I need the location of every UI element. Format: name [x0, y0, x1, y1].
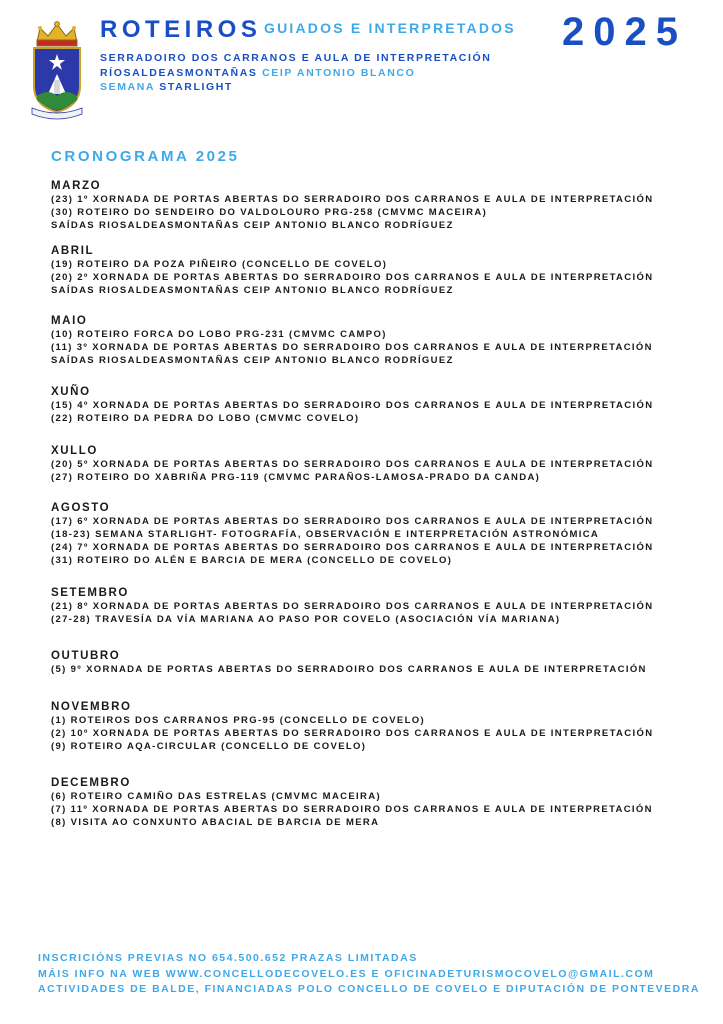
month-section-novembro — [51, 700, 711, 753]
header-line-1: SERRADOIRO DOS CARRANOS E AULA DE INTERPRETACIÓN — [100, 52, 492, 64]
event-entry: (22) ROTEIRO DA PEDRA DO LOBO (CMVMC COVELO) — [51, 413, 360, 424]
month-name: MAIO — [51, 315, 88, 327]
month-section-xuno — [51, 385, 711, 425]
registration-info: INSCRICIÓNS PREVIAS NO 654.500.652 PRAZAS LIMITADAS — [38, 952, 418, 964]
event-entry: (10) ROTEIRO FORCA DO LOBO PRG-231 (CMVMC CAMPO) — [51, 329, 387, 340]
event-entry: SAÍDAS RIOSALDEASMONTAÑAS CEIP ANTONIO BLANCO RODRÍGUEZ — [51, 355, 454, 366]
event-entry: (31) ROTEIRO DO ALÉN E BARCIA DE MERA (CONCELLO DE COVELO) — [51, 555, 453, 566]
footer-info — [38, 951, 718, 998]
year-label: 2025 — [562, 10, 687, 54]
header-line-3 — [100, 80, 233, 94]
event-entry: (23) 1º XORNADA DE PORTAS ABERTAS DO SERRADOIRO DOS CARRANOS E AULA DE INTERPRETACIÓN — [51, 194, 654, 205]
event-entry: (15) 4º XORNADA DE PORTAS ABERTAS DO SERRADOIRO DOS CARRANOS E AULA DE INTERPRETACIÓN — [51, 400, 654, 411]
page-subtitle: GUIADOS E INTERPRETADOS — [264, 20, 516, 36]
month-name: SETEMBRO — [51, 587, 129, 599]
event-entry: SAÍDAS RIOSALDEASMONTAÑAS CEIP ANTONIO BLANCO RODRÍGUEZ — [51, 220, 454, 231]
covelo-coat-of-arms — [28, 20, 86, 120]
month-section-outubro — [51, 649, 711, 676]
header-line-3-part-a: SEMANA — [100, 81, 155, 93]
event-entry: (2) 10º XORNADA DE PORTAS ABERTAS DO SERRADOIRO DOS CARRANOS E AULA DE INTERPRETACIÓN — [51, 728, 654, 739]
month-section-abril — [51, 244, 711, 297]
month-section-maio — [51, 314, 711, 367]
month-name: ABRIL — [51, 245, 95, 257]
contact-info: MÁIS INFO NA WEB WWW.CONCELLODECOVELO.ES E OFICINADETURISMOCOVELO@GMAIL.COM — [38, 967, 655, 980]
funding-info: ACTIVIDADES DE BALDE, FINANCIADAS POLO CONCELLO DE COVELO E DIPUTACIÓN DE PONTEVEDRA — [38, 983, 700, 995]
event-entry: (18-23) SEMANA STARLIGHT- FOTOGRAFÍA, OBSERVACIÓN E INTERPRETACIÓN ASTRONÓMICA — [51, 529, 600, 540]
page-title: ROTEIROS — [100, 16, 262, 43]
event-entry: (27-28) TRAVESÍA DA VÍA MARIANA AO PASO POR COVELO (ASOCIACIÓN VÍA MARIANA) — [51, 614, 561, 625]
event-entry: (5) 9º XORNADA DE PORTAS ABERTAS DO SERRADOIRO DOS CARRANOS E AULA DE INTERPRETACIÓN — [51, 664, 647, 675]
header-line-2-part-b: CEIP ANTONIO BLANCO — [262, 67, 416, 79]
month-name: OUTUBRO — [51, 650, 121, 662]
month-name: MARZO — [51, 180, 102, 192]
coat-of-arms-icon — [28, 20, 86, 120]
event-entry: (17) 6º XORNADA DE PORTAS ABERTAS DO SERRADOIRO DOS CARRANOS E AULA DE INTERPRETACIÓN — [51, 516, 654, 527]
month-name: NOVEMBRO — [51, 701, 132, 713]
event-entry: (11) 3º XORNADA DE PORTAS ABERTAS DO SERRADOIRO DOS CARRANOS E AULA DE INTERPRETACIÓN — [51, 342, 653, 353]
schedule-title: CRONOGRAMA 2025 — [51, 148, 240, 165]
event-entry: SAÍDAS RIOSALDEASMONTAÑAS CEIP ANTONIO BLANCO RODRÍGUEZ — [51, 285, 454, 296]
event-entry: (9) ROTEIRO AQA-CIRCULAR (CONCELLO DE COVELO) — [51, 741, 367, 752]
event-entry: (1) ROTEIROS DOS CARRANOS PRG-95 (CONCELLO DE COVELO) — [51, 715, 425, 726]
month-section-decembro — [51, 776, 711, 829]
month-section-agosto — [51, 501, 711, 567]
header-line-2 — [100, 66, 415, 80]
month-name: XULLO — [51, 445, 98, 457]
month-section-setembro — [51, 586, 711, 626]
event-entry: (8) VISITA AO CONXUNTO ABACIAL DE BARCIA DE MERA — [51, 817, 380, 828]
event-entry: (27) ROTEIRO DO XABRIÑA PRG-119 (CMVMC PARAÑOS-LAMOSA-PRADO DA CANDA) — [51, 472, 541, 483]
month-section-xullo — [51, 444, 711, 484]
header-line-3-part-b: STARLIGHT — [159, 81, 233, 93]
event-entry: (30) ROTEIRO DO SENDEIRO DO VALDOLOURO PRG-258 (CMVMC MACEIRA) — [51, 207, 488, 218]
month-name: DECEMBRO — [51, 777, 131, 789]
header-line-2-part-a: RÍOSALDEASMONTAÑAS — [100, 67, 258, 79]
event-entry: (19) ROTEIRO DA POZA PIÑEIRO (CONCELLO DE COVELO) — [51, 259, 388, 270]
event-entry: (20) 2º XORNADA DE PORTAS ABERTAS DO SERRADOIRO DOS CARRANOS E AULA DE INTERPRETACIÓN — [51, 272, 654, 283]
event-entry: (6) ROTEIRO CAMIÑO DAS ESTRELAS (CMVMC MACEIRA) — [51, 791, 381, 802]
event-entry: (24) 7º XORNADA DE PORTAS ABERTAS DO SERRADOIRO DOS CARRANOS E AULA DE INTERPRETACIÓN — [51, 542, 654, 553]
event-entry: (7) 11º XORNADA DE PORTAS ABERTAS DO SERRADOIRO DOS CARRANOS E AULA DE INTERPRETACIÓN — [51, 804, 653, 815]
event-entry: (21) 8º XORNADA DE PORTAS ABERTAS DO SERRADOIRO DOS CARRANOS E AULA DE INTERPRETACIÓN — [51, 601, 654, 612]
month-section-marzo — [51, 179, 711, 232]
month-name: XUÑO — [51, 386, 91, 398]
event-entry: (20) 5º XORNADA DE PORTAS ABERTAS DO SERRADOIRO DOS CARRANOS E AULA DE INTERPRETACIÓN — [51, 459, 654, 470]
month-name: AGOSTO — [51, 502, 111, 514]
